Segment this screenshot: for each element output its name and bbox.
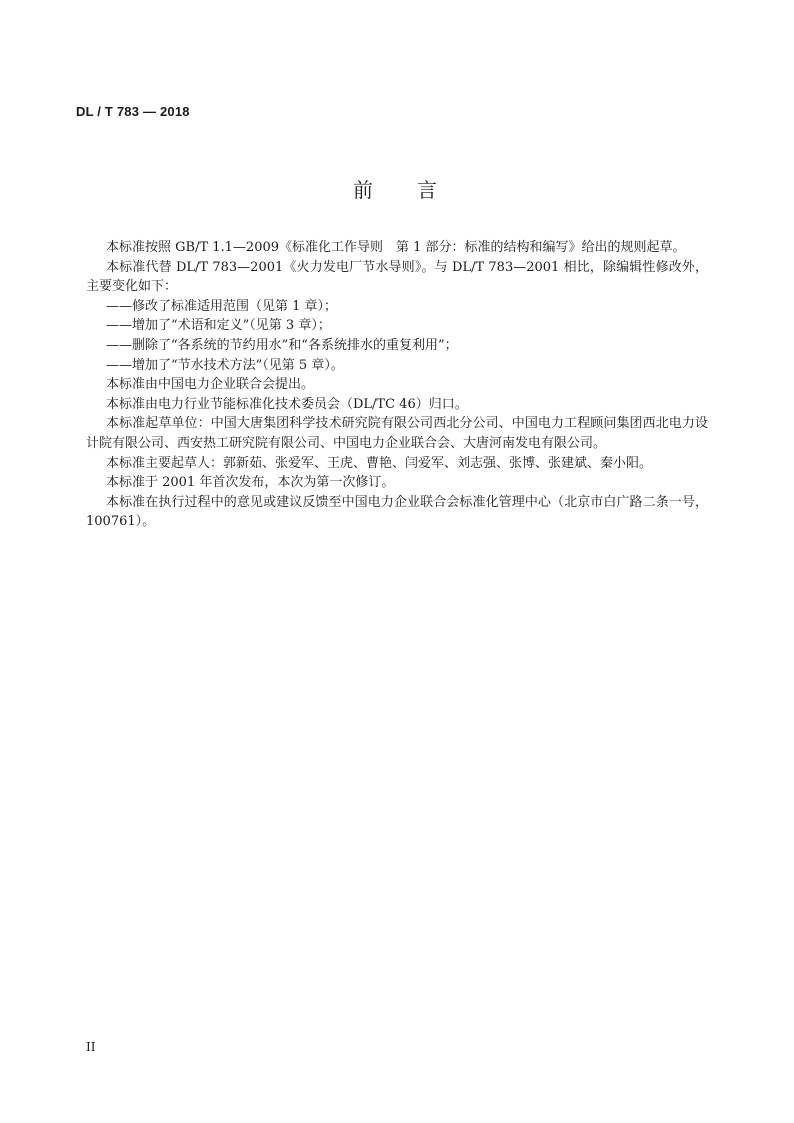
page-number: II (86, 1040, 96, 1054)
title-char-1: 前 (353, 178, 377, 202)
paragraph-drafters: 本标准主要起草人：郭新茹、张爱军、王虎、曹艳、闫爱军、刘志强、张博、张建斌、秦小阳。 (106, 455, 653, 471)
preface-body (86, 238, 708, 532)
paragraph-drafting-rules: 本标准按照 GB/T 1.1—2009《标准化工作导则 第 1 部分：标准的结构和编写》给出的规则起草。 (106, 240, 686, 255)
paragraph-feedback: 本标准在执行过程中的意见或建议反馈至中国电力企业联合会标准化管理中心（北京市白广路二条一号，100761）。 (86, 494, 708, 530)
paragraph-replacement: 本标准代替 DL/T 783—2001《火力发电厂节水导则》。与 DL/T 783—2001 相比，除编辑性修改外，主要变化如下： (86, 259, 708, 295)
paragraph-drafting-units: 本标准起草单位：中国大唐集团科学技术研究院有限公司西北分公司、中国电力工程顾问集团西北电力设计院有限公司、西安热工研究院有限公司、中国电力企业联合会、大唐河南发电有限公司。 (86, 416, 708, 451)
paragraph-history: 本标准于 2001 年首次发布，本次为第一次修订。 (106, 475, 395, 491)
paragraph-proposer: 本标准由中国电力企业联合会提出。 (106, 377, 315, 393)
change-item-scope: ——修改了标准适用范围（见第 1 章）； (106, 298, 338, 314)
change-item-deleted: ——删除了“各系统的节约用水”和“各系统排水的重复利用”； (106, 337, 458, 353)
change-item-terms: ——增加了“术语和定义”（见第 3 章）； (106, 318, 331, 334)
page-title (0, 174, 794, 203)
paragraph-committee: 本标准由电力行业节能标准化技术委员会（DL/TC 46）归口。 (106, 396, 468, 412)
change-item-methods: ——增加了“节水技术方法”（见第 5 章）。 (106, 357, 344, 373)
title-char-2: 言 (417, 178, 441, 202)
document-code: DL / T 783 — 2018 (76, 104, 190, 119)
